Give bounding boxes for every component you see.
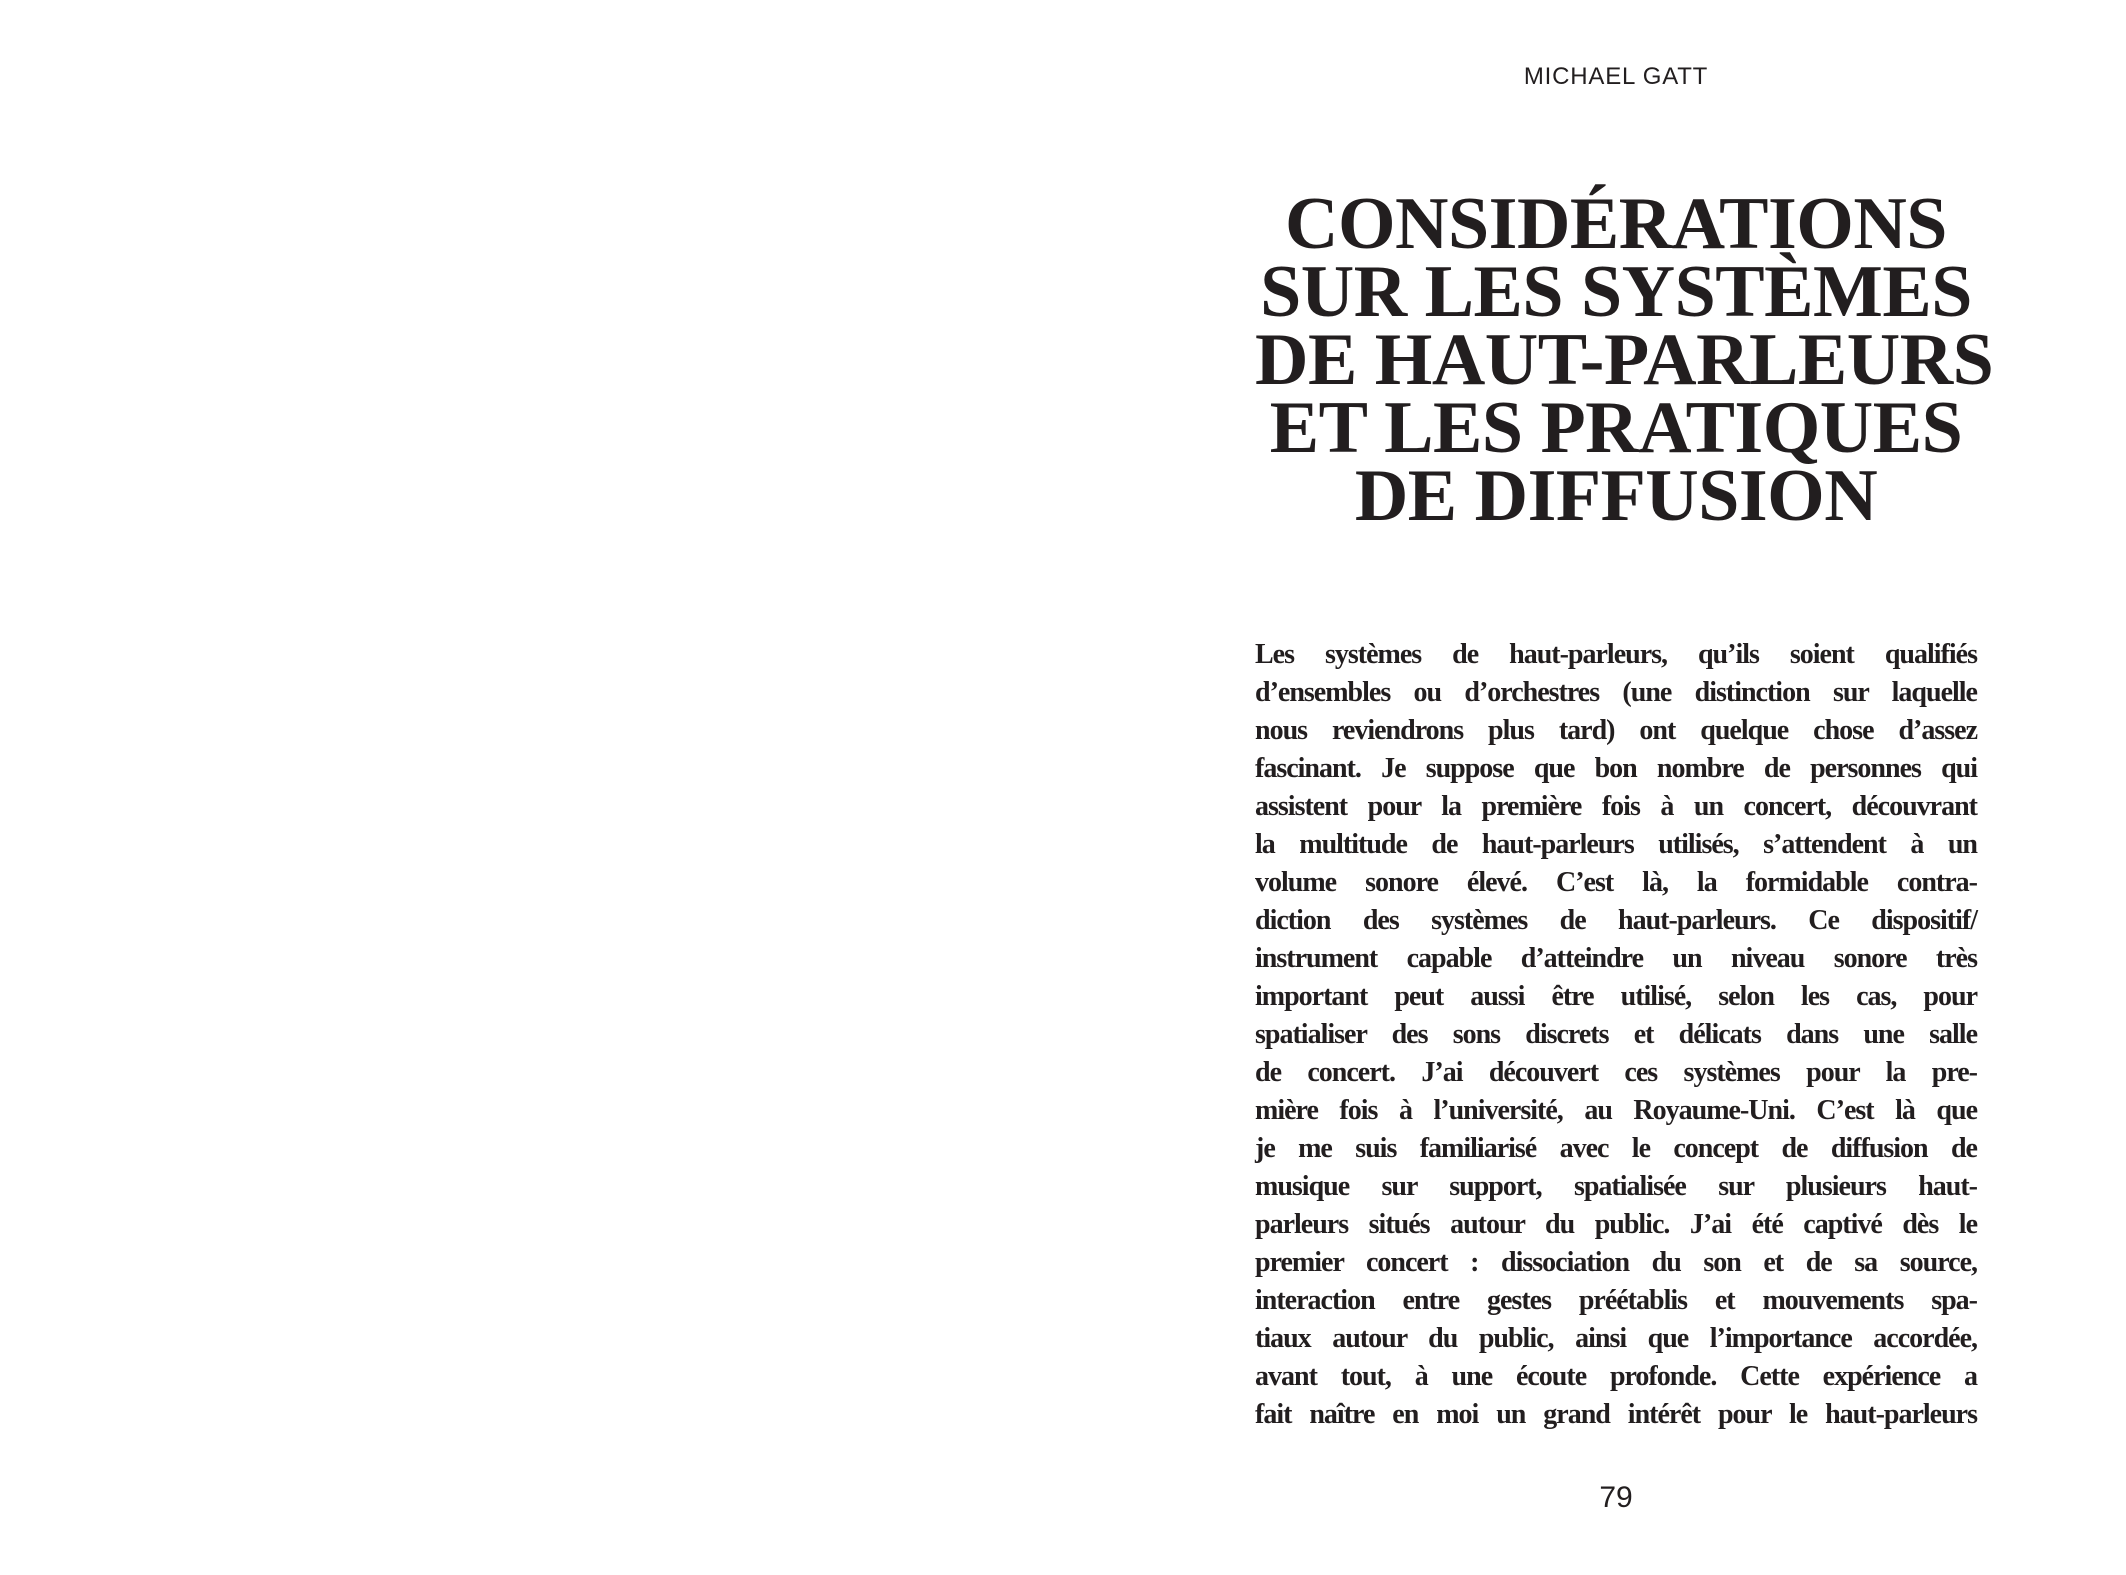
body-text-line: assistent pour la première fois à un concert, découvrant xyxy=(1255,791,1977,822)
body-text-line: tiaux autour du public, ainsi que l’importance accordée, xyxy=(1255,1323,1977,1354)
body-text-line: fait naître en moi un grand intérêt pour le haut-parleurs xyxy=(1255,1399,1977,1430)
body-text-line: mière fois à l’université, au Royaume-Uni. C’est là que xyxy=(1255,1095,1977,1126)
chapter-title-line: SUR LES SYSTÈMES xyxy=(1260,251,1972,333)
running-header-author: MICHAEL GATT xyxy=(1523,63,1709,90)
body-text-line: je me suis familiarisé avec le concept de diffusion de xyxy=(1255,1133,1977,1164)
chapter-title-line: DE DIFFUSION xyxy=(1354,455,1878,537)
body-text-line: de concert. J’ai découvert ces systèmes pour la pre- xyxy=(1255,1057,1977,1088)
body-text-line: fascinant. Je suppose que bon nombre de personnes qui xyxy=(1255,753,1977,784)
body-text-line: musique sur support, spatialisée sur plusieurs haut- xyxy=(1255,1171,1977,1202)
chapter-title xyxy=(1255,183,1994,537)
chapter-title-line: ET LES PRATIQUES xyxy=(1269,387,1963,469)
body-text-line: diction des systèmes de haut-parleurs. Ce dispositif/ xyxy=(1255,905,1977,936)
body-text-line: la multitude de haut-parleurs utilisés, s’attendent à un xyxy=(1255,829,1977,860)
body-text-line: important peut aussi être utilisé, selon les cas, pour xyxy=(1255,981,1977,1012)
body-text-line: spatialiser des sons discrets et délicats dans une salle xyxy=(1255,1019,1977,1050)
body-text-line: avant tout, à une écoute profonde. Cette expérience a xyxy=(1255,1361,1977,1392)
body-text-line: nous reviendrons plus tard) ont quelque chose d’assez xyxy=(1255,715,1977,746)
body-text-line: d’ensembles ou d’orchestres (une distinction sur laquelle xyxy=(1255,677,1977,708)
chapter-title-line: DE HAUT-PARLEURS xyxy=(1255,319,1994,401)
page-number: 79 xyxy=(1599,1481,1633,1514)
body-text-line: interaction entre gestes préétablis et mouvements spa- xyxy=(1255,1285,1977,1316)
body-text-line: Les systèmes de haut-parleurs, qu’ils soient qualifiés xyxy=(1255,639,1977,670)
body-text xyxy=(1255,636,1977,1434)
body-text-line: premier concert : dissociation du son et de sa source, xyxy=(1255,1247,1977,1278)
chapter-title-line: CONSIDÉRATIONS xyxy=(1285,183,1947,265)
body-text-line: parleurs situés autour du public. J’ai été captivé dès le xyxy=(1255,1209,1977,1240)
body-text-line: volume sonore élevé. C’est là, la formidable contra- xyxy=(1255,867,1977,898)
right-page-column xyxy=(1255,0,1994,1575)
body-text-line: instrument capable d’atteindre un niveau sonore très xyxy=(1255,943,1977,974)
